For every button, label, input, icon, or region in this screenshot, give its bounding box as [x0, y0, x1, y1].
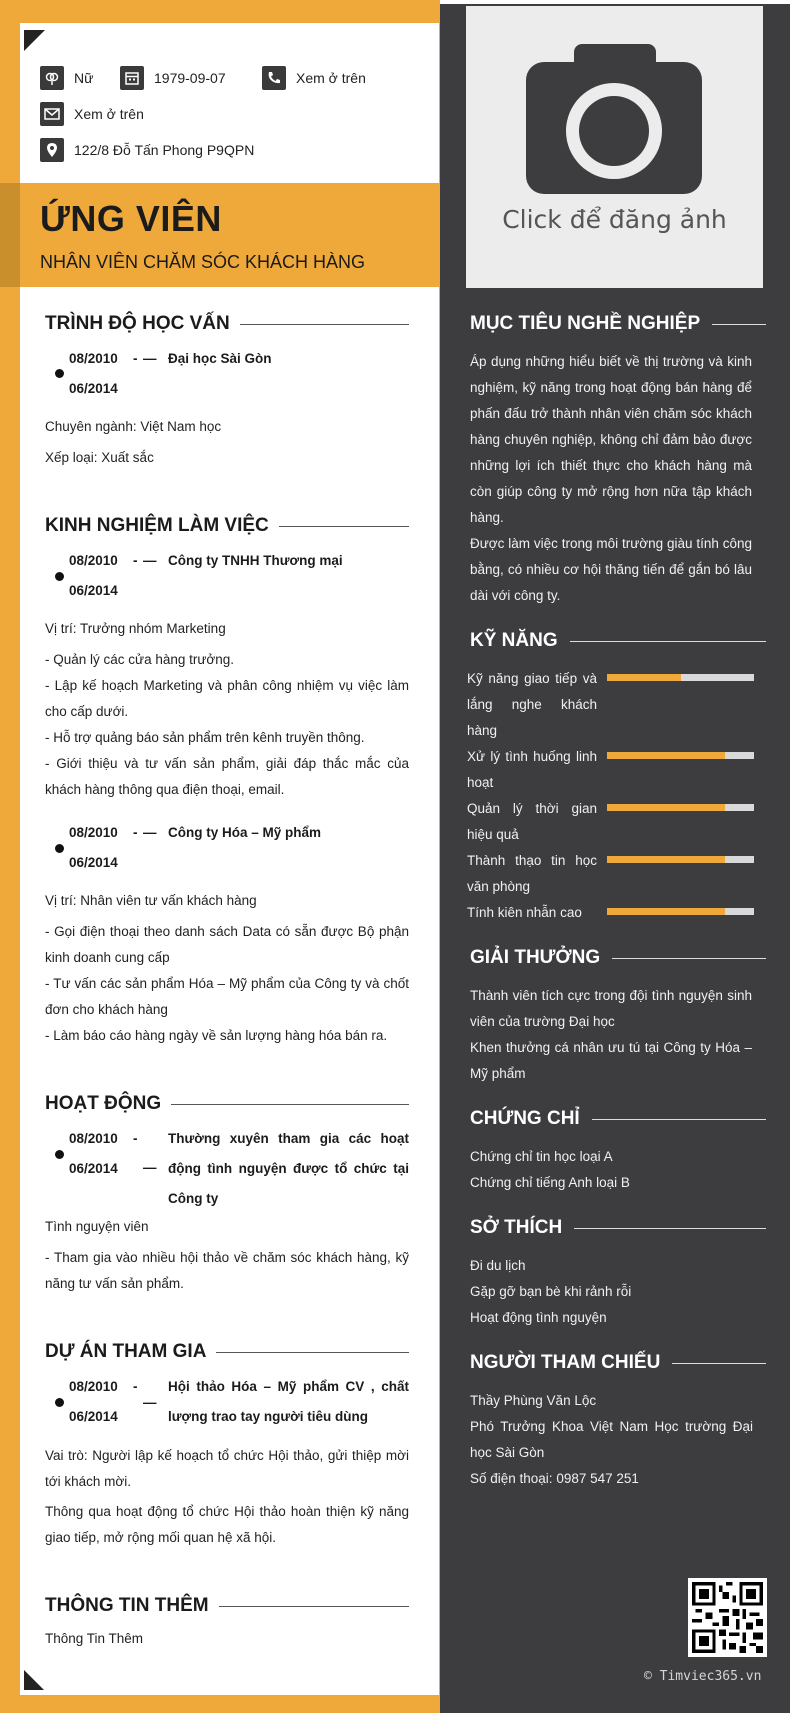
skill-bar — [607, 752, 754, 759]
reference-position: Phó Trưởng Khoa Việt Nam Học trường Đại học Sài Gòn — [470, 1419, 753, 1460]
phone-value: Xem ở trên — [296, 70, 366, 86]
corner-decoration-bottom — [24, 1670, 44, 1690]
birthdate-value: 1979-09-07 — [154, 70, 226, 86]
skill-name: Xử lý tình huống linh hoạt — [467, 749, 597, 790]
phone-icon — [262, 66, 286, 90]
candidate-name: ỨNG VIÊN — [40, 198, 222, 239]
hobby-item: Gặp gỡ bạn bè khi rảnh rỗi — [470, 1284, 632, 1299]
contact-phone — [262, 66, 366, 90]
extra-text: Thông Tin Thêm — [45, 1631, 144, 1646]
activity-date-to: 06/2014 — [69, 1161, 118, 1176]
references-heading-text: NGƯỜI THAM CHIẾU — [470, 1352, 661, 1373]
qr-code-icon — [692, 1582, 763, 1653]
projects-heading-text: DỰ ÁN THAM GIA — [45, 1341, 207, 1362]
skill-name: Kỹ năng giao tiếp và lắng nghe khách hàng — [467, 671, 597, 738]
gender-value: Nữ — [74, 70, 94, 86]
activities-heading-text: HOẠT ĐỘNG — [45, 1093, 162, 1114]
location-pin-icon — [40, 138, 64, 162]
heading-rule — [612, 958, 766, 959]
skill-bar — [607, 908, 754, 915]
project-dash: - — [133, 1379, 138, 1394]
timeline-dot — [55, 572, 64, 581]
email-icon — [40, 102, 64, 126]
reference-phone: Số điện thoại: 0987 547 251 — [470, 1471, 639, 1486]
job2-duty: - Gọi điện thoại theo danh sách Data có sẵn được Bộ phận kinh doanh cung cấp — [45, 924, 409, 965]
references-heading — [470, 1352, 766, 1374]
heading-rule — [570, 641, 766, 642]
qr-code — [688, 1578, 767, 1657]
heading-rule — [279, 526, 409, 527]
skill-name: Thành thạo tin học văn phòng — [467, 853, 597, 894]
calendar-icon — [120, 66, 144, 90]
job1-duty: - Quản lý các cửa hàng trưởng. — [45, 652, 235, 667]
reference-name: Thầy Phùng Văn Lộc — [470, 1393, 597, 1408]
objective-para-2: Được làm việc trong môi trường giàu tính công bằng, có nhiều cơ hội thăng tiến để gắn bó lâu dài với công ty. — [470, 536, 752, 603]
awards-heading — [470, 947, 766, 969]
project-date-from: 08/2010 — [69, 1379, 118, 1394]
objective-heading — [470, 313, 766, 335]
job2-position: Vị trí: Nhân viên tư vấn khách hàng — [45, 893, 257, 908]
job2-dash: - — [133, 825, 138, 840]
job1-org: Công ty TNHH Thương mại — [168, 553, 343, 568]
extra-heading-text: THÔNG TIN THÊM — [45, 1595, 209, 1616]
corner-decoration-top — [24, 30, 45, 51]
education-heading-text: TRÌNH ĐỘ HỌC VẤN — [45, 313, 230, 334]
contact-gender — [40, 66, 93, 90]
contact-birthdate — [120, 66, 226, 90]
experience-heading — [45, 515, 409, 537]
education-date-from: 08/2010 — [69, 351, 118, 366]
camera-icon — [466, 6, 763, 206]
activity-date-from: 08/2010 — [69, 1131, 118, 1146]
education-major: Chuyên ngành: Việt Nam học — [45, 419, 222, 434]
experience-heading-text: KINH NGHIỆM LÀM VIỆC — [45, 515, 269, 536]
photo-upload-label[interactable]: Click để đăng ảnh — [502, 205, 727, 234]
job2-org: Công ty Hóa – Mỹ phẩm — [168, 825, 322, 840]
heading-rule — [171, 1104, 409, 1105]
job2-date-from: 08/2010 — [69, 825, 118, 840]
timeline-dot — [55, 369, 64, 378]
education-org: Đại học Sài Gòn — [168, 351, 272, 366]
skill-name: Quản lý thời gian hiệu quả — [467, 801, 597, 842]
skill-name: Tính kiên nhẫn cao — [467, 905, 582, 920]
skill-bar-fill — [607, 804, 725, 811]
timeline-dot — [55, 844, 64, 853]
job2-duty: - Tư vấn các sản phẩm Hóa – Mỹ phẩm của Công ty và chốt đơn cho khách hàng — [45, 976, 409, 1017]
gender-icon — [40, 66, 64, 90]
copyright-notice: © Timviec365.vn — [644, 1669, 762, 1684]
skill-bar-fill — [607, 856, 725, 863]
skill-bar — [607, 674, 754, 681]
activity-dash-line: — — [143, 1160, 157, 1175]
activity-desc: - Tham gia vào nhiều hội thảo về chăm sóc khách hàng, kỹ năng tư vấn sản phẩm. — [45, 1250, 409, 1291]
certificate-item: Chứng chỉ tin học loại A — [470, 1149, 613, 1164]
activities-heading — [45, 1093, 409, 1115]
heading-rule — [672, 1363, 766, 1364]
name-band-accent — [0, 183, 20, 287]
project-desc: Thông qua hoạt động tổ chức Hội thảo hoàn thiện kỹ năng giao tiếp, mở rộng mối quan hệ xã hội. — [45, 1504, 409, 1545]
education-dash-line: — — [143, 351, 157, 366]
job1-date-from: 08/2010 — [69, 553, 118, 568]
objective-heading-text: MỤC TIÊU NGHỀ NGHIỆP — [470, 313, 701, 334]
job1-duty: - Hỗ trợ quảng báo sản phẩm trên kênh truyền thông. — [45, 730, 365, 745]
timeline-dot — [55, 1150, 64, 1159]
activity-dash: - — [133, 1131, 138, 1146]
photo-upload[interactable] — [466, 6, 763, 288]
skill-bar — [607, 804, 754, 811]
email-value: Xem ở trên — [74, 106, 144, 122]
job1-date-to: 06/2014 — [69, 583, 118, 598]
job2-duty: - Làm báo cáo hàng ngày về sản lượng hàng hóa bán ra. — [45, 1028, 388, 1043]
hobby-item: Đi du lịch — [470, 1258, 526, 1273]
job1-position: Vị trí: Trưởng nhóm Marketing — [45, 621, 226, 636]
candidate-title: NHÂN VIÊN CHĂM SÓC KHÁCH HÀNG — [40, 252, 366, 272]
education-heading — [45, 313, 409, 335]
heading-rule — [712, 324, 766, 325]
job1-dash: - — [133, 553, 138, 568]
job1-dash-line: — — [143, 553, 157, 568]
awards-heading-text: GIẢI THƯỞNG — [470, 947, 601, 968]
heading-rule — [219, 1606, 409, 1607]
project-org: Hội thảo Hóa – Mỹ phẩm CV , chất lượng trao tay người tiêu dùng — [168, 1379, 409, 1424]
skill-bar-fill — [607, 908, 725, 915]
hobbies-heading — [470, 1217, 766, 1239]
project-dash-line: — — [143, 1395, 157, 1410]
job1-duty: - Lập kế hoạch Marketing và phân công nhiệm vụ việc làm cho cấp dưới. — [45, 678, 409, 719]
skill-bar-fill — [607, 674, 681, 681]
education-grade: Xếp loại: Xuất sắc — [45, 450, 154, 465]
extra-heading — [45, 1595, 409, 1617]
timeline-dot — [55, 1398, 64, 1407]
award-item: Khen thưởng cá nhân ưu tú tại Công ty Hóa – Mỹ phẩm — [470, 1040, 752, 1081]
education-date-to: 06/2014 — [69, 381, 118, 396]
education-dash: - — [133, 351, 138, 366]
heading-rule — [592, 1119, 766, 1120]
project-date-to: 06/2014 — [69, 1409, 118, 1424]
hobbies-heading-text: SỞ THÍCH — [470, 1217, 563, 1238]
projects-heading — [45, 1341, 409, 1363]
heading-rule — [574, 1228, 766, 1229]
job2-dash-line: — — [143, 825, 157, 840]
job1-duty: - Giới thiệu và tư vấn sản phẩm, giải đáp thắc mắc của khách hàng thông qua điện thoại, email. — [45, 756, 409, 797]
job2-date-to: 06/2014 — [69, 855, 118, 870]
project-role: Vai trò: Người lập kế hoạch tổ chức Hội thảo, gửi thiệp mời tới khách mời. — [45, 1448, 409, 1489]
heading-rule — [240, 324, 409, 325]
skill-bar — [607, 856, 754, 863]
certificates-heading — [470, 1108, 766, 1130]
hobby-item: Hoạt động tình nguyện — [470, 1310, 607, 1325]
contact-address — [40, 138, 254, 162]
heading-rule — [216, 1352, 409, 1353]
skill-bar-fill — [607, 752, 725, 759]
certificates-heading-text: CHỨNG CHỈ — [470, 1108, 580, 1129]
skills-heading — [470, 630, 766, 652]
contact-email — [40, 102, 144, 126]
activity-role: Tình nguyện viên — [45, 1219, 149, 1234]
certificate-item: Chứng chỉ tiếng Anh loại B — [470, 1175, 630, 1190]
skills-heading-text: KỸ NĂNG — [470, 630, 558, 651]
address-value: 122/8 Đỗ Tấn Phong P9QPN — [74, 142, 255, 158]
activity-org: Thường xuyên tham gia các hoạt động tình nguyện được tổ chức tại Công ty — [168, 1131, 409, 1206]
award-item: Thành viên tích cực trong đội tình nguyện sinh viên của trường Đại học — [470, 988, 752, 1029]
objective-para-1: Áp dụng những hiểu biết về thị trường và kinh nghiệm, kỹ năng trong hoạt động bán hàng để phấn đấu trở thành nhân viên chăm sóc khách hàng chuyên nghiệp, không chỉ đảm bảo được những lợi ích thiết thực cho khách hàng mà còn giúp công ty mở rộng hơn nữa tập khách hàng. — [470, 354, 752, 525]
